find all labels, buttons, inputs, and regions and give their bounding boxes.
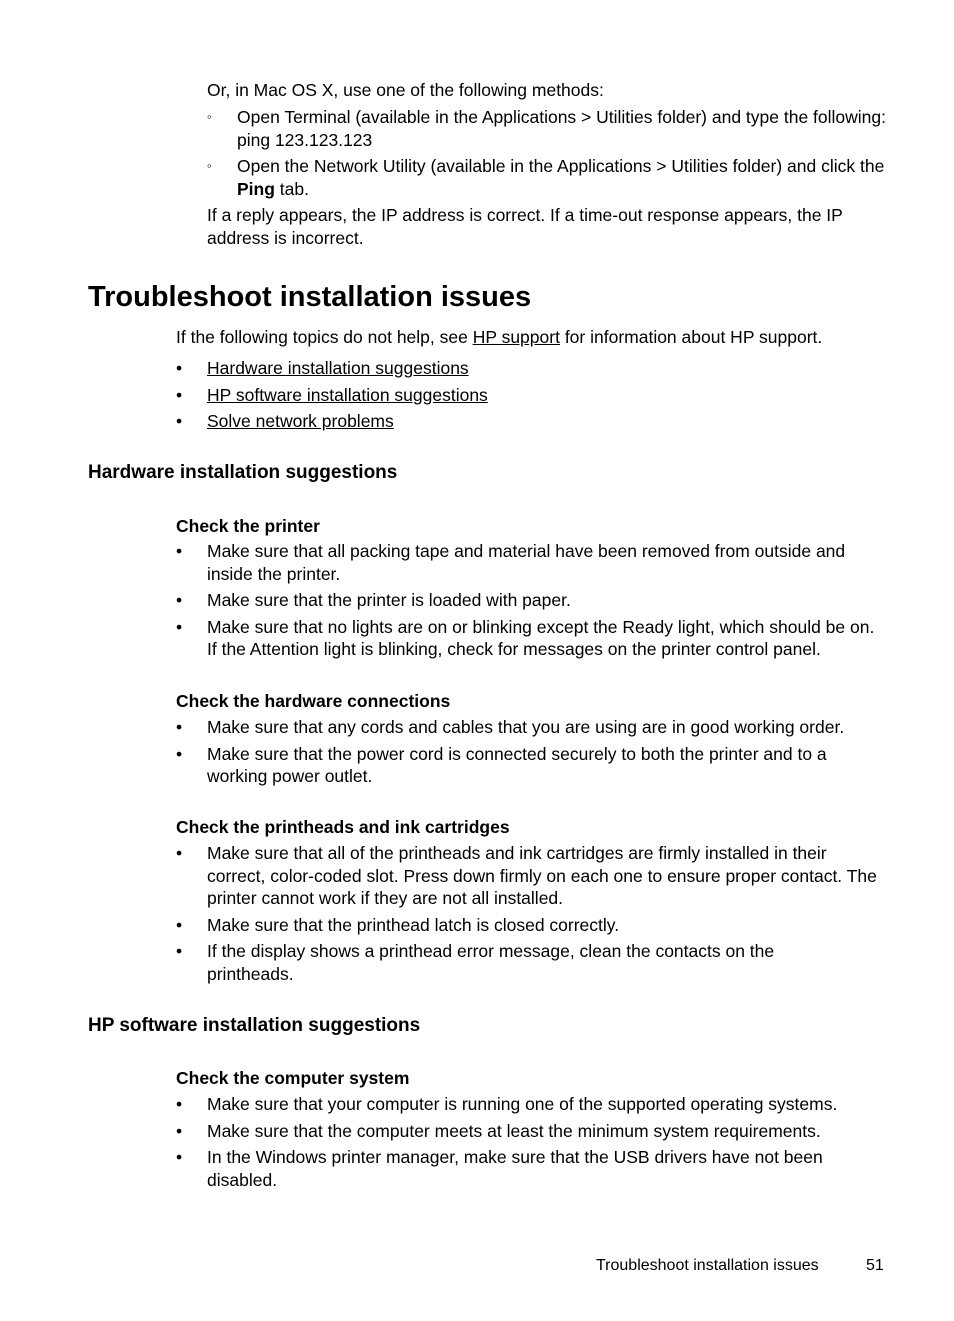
check-computer-list: [176, 1093, 888, 1195]
sub-bullet-icon: ◦: [207, 158, 212, 173]
list-item: • Make sure that all packing tape and material have been removed from outside and inside the printer.: [176, 541, 846, 584]
list-item: • In the Windows printer manager, make sure that the USB drivers have not been disabled.: [176, 1147, 823, 1190]
bullet-icon: •: [176, 616, 183, 637]
bullet-icon: •: [176, 743, 183, 764]
bullet-icon: •: [176, 590, 183, 610]
footer-section-title: Troubleshoot installation issues: [596, 1257, 819, 1274]
hardware-heading: Hardware installation suggestions: [88, 462, 398, 483]
list-item: • Make sure that any cords and cables that you are using are in good working order.: [176, 717, 845, 737]
list-item: • Make sure that no lights are on or blinking except the Ready light, which should be on. If the Attention light is blinking, check for messages on the printer control panel.: [176, 616, 875, 659]
mac-methods-list: [207, 106, 887, 204]
check-printheads-heading: Check the printheads and ink cartridges: [176, 817, 510, 837]
software-suggestions-link[interactable]: HP software installation suggestions: [207, 384, 488, 405]
bullet-icon: •: [176, 941, 183, 961]
list-item: • Make sure that the printer is loaded with paper.: [176, 590, 571, 610]
list-item: [176, 410, 888, 433]
list-item: [176, 384, 888, 407]
topic-links-list: [176, 357, 888, 437]
bullet-icon: •: [176, 1094, 183, 1114]
ping-tab-label: Ping: [237, 178, 275, 199]
bullet-icon: •: [176, 843, 183, 863]
section-intro: If the following topics do not help, see HP support for information about HP support.: [176, 327, 823, 347]
list-item: ◦ Open Terminal (available in the Applications > Utilities folder) and type the following: ping 123.123.123: [207, 107, 886, 150]
mac-intro-text: Or, in Mac OS X, use one of the following methods:: [207, 80, 604, 100]
hardware-suggestions-link[interactable]: Hardware installation suggestions: [207, 358, 469, 378]
list-item: [176, 357, 888, 380]
mac-intro-line: [207, 79, 887, 102]
list-item: • Make sure that the computer meets at least the minimum system requirements.: [176, 1120, 821, 1141]
check-printer-heading: Check the printer: [176, 516, 320, 536]
check-printheads-list: [176, 842, 888, 989]
list-item: • Make sure that the power cord is connected securely to both the printer and to a working power outlet.: [176, 743, 827, 786]
list-item: • Make sure that your computer is running one of the supported operating systems.: [176, 1094, 838, 1114]
page-number: 51: [866, 1257, 884, 1274]
bullet-icon: •: [176, 1120, 183, 1141]
software-heading: HP software installation suggestions: [88, 1015, 421, 1036]
page-title: Troubleshoot installation issues: [88, 281, 532, 313]
list-item: • Make sure that the printhead latch is closed correctly.: [176, 914, 620, 935]
list-item: • Make sure that all of the printheads and ink cartridges are firmly installed in their correct, color-coded slot. Press down firmly on each one to ensure proper contact. The printer cannot work if they are not all installed.: [176, 843, 877, 908]
hp-support-link[interactable]: HP support: [472, 327, 560, 347]
check-connections-list: [176, 716, 888, 792]
list-item: ◦ Open the Network Utility (available in the Applications > Utilities folder) and click the Ping tab.: [207, 156, 885, 199]
bullet-icon: •: [176, 411, 183, 431]
bullet-icon: •: [176, 1147, 183, 1167]
sub-bullet-icon: ◦: [207, 109, 212, 124]
bullet-icon: •: [176, 384, 183, 405]
bullet-icon: •: [176, 358, 183, 378]
list-item: • If the display shows a printhead error message, clean the contacts on the printheads.: [176, 941, 775, 984]
bullet-icon: •: [176, 914, 183, 935]
bullet-icon: •: [176, 541, 183, 561]
network-problems-link[interactable]: Solve network problems: [207, 411, 394, 431]
check-computer-heading: Check the computer system: [176, 1068, 410, 1088]
check-printer-list: [176, 540, 888, 665]
reply-paragraph: If a reply appears, the IP address is correct. If a time-out response appears, the IP address is incorrect.: [207, 205, 843, 248]
bullet-icon: •: [176, 717, 183, 737]
check-connections-heading: Check the hardware connections: [176, 691, 451, 711]
